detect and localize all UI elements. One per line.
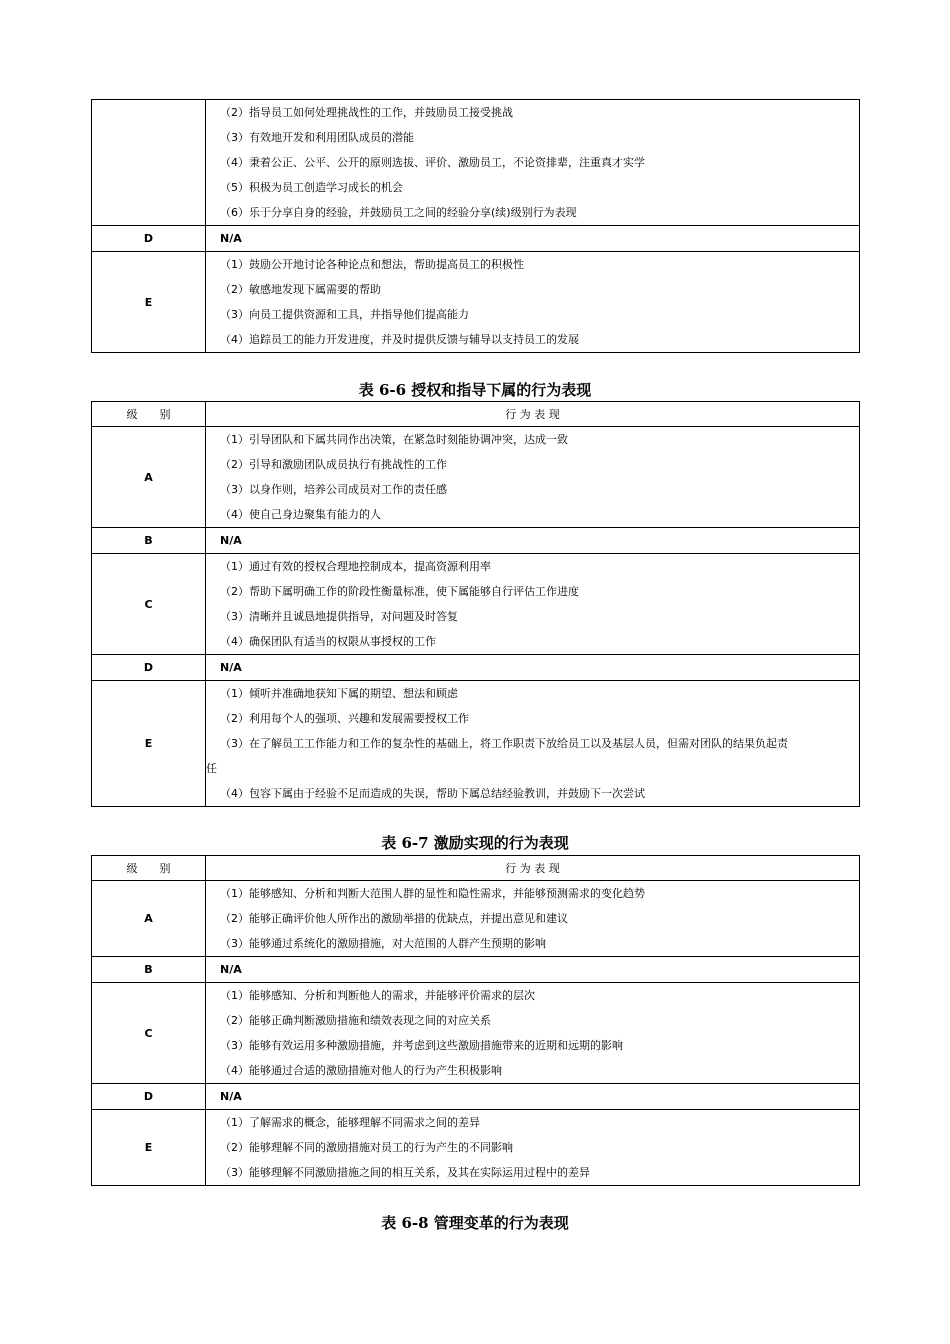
level-cell: B xyxy=(92,528,206,554)
behavior-cell xyxy=(206,528,860,554)
list-item: （2）指导员工如何处理挑战性的工作，并鼓励员工接受挑战 xyxy=(220,106,513,119)
behavior-cell xyxy=(206,100,860,226)
table-header-row xyxy=(92,402,860,427)
header-behavior: 行 为 表 现 xyxy=(206,402,860,427)
level-cell: B xyxy=(92,957,206,983)
list-item-continuation: 任 xyxy=(206,762,217,775)
level-cell: A xyxy=(92,427,206,528)
level-cell xyxy=(92,100,206,226)
table-continued-grid xyxy=(91,99,860,353)
table-row xyxy=(92,427,860,528)
list-item: （1）鼓励公开地讨论各种论点和想法，帮助提高员工的积极性 xyxy=(220,258,524,271)
level-cell: D xyxy=(92,655,206,681)
list-item: （3）在了解员工工作能力和工作的复杂性的基础上，将工作职责下放给员工以及基层人员，但需对团队的结果负起责 xyxy=(220,737,788,750)
list-item: （4）包容下属由于经验不足而造成的失误，帮助下属总结经验教训，并鼓励下一次尝试 xyxy=(220,787,645,800)
list-item: （2）能够正确评价他人所作出的激励举措的优缺点，并提出意见和建议 xyxy=(220,912,568,925)
table-row xyxy=(92,1110,860,1186)
table-row xyxy=(92,655,860,681)
table-title-6-7: 表 6-7 激励实现的行为表现 xyxy=(381,834,569,852)
list-item: （1）能够感知、分析和判断大范围人群的显性和隐性需求，并能够预测需求的变化趋势 xyxy=(220,887,645,900)
table-title-6-8: 表 6-8 管理变革的行为表现 xyxy=(381,1214,569,1232)
list-item: （3）清晰并且诚恳地提供指导，对问题及时答复 xyxy=(220,610,458,623)
level-cell: D xyxy=(92,1084,206,1110)
list-item: （1）引导团队和下属共同作出决策，在紧急时刻能协调冲突，达成一致 xyxy=(220,433,568,446)
level-cell: D xyxy=(92,226,206,252)
na-value: N/A xyxy=(220,232,242,245)
table-row xyxy=(92,957,860,983)
list-item: （3）能够通过系统化的激励措施，对大范围的人群产生预期的影响 xyxy=(220,937,546,950)
table-row xyxy=(92,252,860,353)
list-item: （1）倾听并准确地获知下属的期望、想法和顾虑 xyxy=(220,687,458,700)
level-cell: C xyxy=(92,554,206,655)
na-value: N/A xyxy=(220,963,242,976)
list-item: （4）使自己身边聚集有能力的人 xyxy=(220,508,381,521)
list-item: （3）向员工提供资源和工具，并指导他们提高能力 xyxy=(220,308,469,321)
behavior-cell xyxy=(206,983,860,1084)
behavior-cell xyxy=(206,681,860,807)
list-item: （3）有效地开发和利用团队成员的潜能 xyxy=(220,131,414,144)
list-item: （1）通过有效的授权合理地控制成本，提高资源利用率 xyxy=(220,560,491,573)
list-item: （2）敏感地发现下属需要的帮助 xyxy=(220,283,381,296)
behavior-cell xyxy=(206,252,860,353)
level-cell: A xyxy=(92,881,206,957)
list-item: （2）利用每个人的强项、兴趣和发展需要授权工作 xyxy=(220,712,469,725)
behavior-cell xyxy=(206,226,860,252)
list-item: （3）能够有效运用多种激励措施，并考虑到这些激励措施带来的近期和远期的影响 xyxy=(220,1039,623,1052)
table-row xyxy=(92,554,860,655)
table-row xyxy=(92,226,860,252)
list-item: （2）引导和激励团队成员执行有挑战性的工作 xyxy=(220,458,447,471)
list-item: （5）积极为员工创造学习成长的机会 xyxy=(220,181,403,194)
behavior-cell xyxy=(206,881,860,957)
list-item: （4）追踪员工的能力开发进度，并及时提供反馈与辅导以支持员工的发展 xyxy=(220,333,579,346)
na-value: N/A xyxy=(220,661,242,674)
list-item: （1）能够感知、分析和判断他人的需求，并能够评价需求的层次 xyxy=(220,989,535,1002)
list-item: （2）帮助下属明确工作的阶段性衡量标准，使下属能够自行评估工作进度 xyxy=(220,585,579,598)
table-row xyxy=(92,1084,860,1110)
table-header-row xyxy=(92,856,860,881)
list-item: （2）能够正确判断激励措施和绩效表现之间的对应关系 xyxy=(220,1014,491,1027)
na-value: N/A xyxy=(220,534,242,547)
behavior-cell xyxy=(206,655,860,681)
table-row xyxy=(92,528,860,554)
behavior-cell xyxy=(206,957,860,983)
list-item: （6）乐于分享自身的经验，并鼓励员工之间的经验分享(续)级别行为表现 xyxy=(220,206,577,219)
table-row xyxy=(92,983,860,1084)
behavior-cell xyxy=(206,554,860,655)
header-level: 级 别 xyxy=(92,856,206,881)
table-6-6-grid xyxy=(91,401,860,807)
header-level: 级 别 xyxy=(92,402,206,427)
list-item: （3）能够理解不同激励措施之间的相互关系，及其在实际运用过程中的差异 xyxy=(220,1166,590,1179)
table-6-6 xyxy=(91,401,860,807)
list-item: （4）能够通过合适的激励措施对他人的行为产生积极影响 xyxy=(220,1064,502,1077)
list-item: （4）秉着公正、公平、公开的原则选拔、评价、激励员工，不论资排辈，注重真才实学 xyxy=(220,156,645,169)
behavior-cell xyxy=(206,1110,860,1186)
behavior-cell xyxy=(206,1084,860,1110)
level-cell: E xyxy=(92,252,206,353)
level-cell: E xyxy=(92,681,206,807)
list-item: （1）了解需求的概念，能够理解不同需求之间的差异 xyxy=(220,1116,480,1129)
list-item: （2）能够理解不同的激励措施对员工的行为产生的不同影响 xyxy=(220,1141,513,1154)
table-row xyxy=(92,100,860,226)
level-cell: C xyxy=(92,983,206,1084)
na-value: N/A xyxy=(220,1090,242,1103)
list-item: （4）确保团队有适当的权限从事授权的工作 xyxy=(220,635,436,648)
behavior-cell xyxy=(206,427,860,528)
header-behavior: 行 为 表 现 xyxy=(206,856,860,881)
level-cell: E xyxy=(92,1110,206,1186)
table-6-7-grid xyxy=(91,855,860,1186)
table-row xyxy=(92,881,860,957)
table-row xyxy=(92,681,860,807)
table-6-7 xyxy=(91,855,860,1186)
list-item: （3）以身作则，培养公司成员对工作的责任感 xyxy=(220,483,447,496)
table-title-6-6: 表 6-6 授权和指导下属的行为表现 xyxy=(358,381,592,399)
table-continued xyxy=(91,99,860,353)
